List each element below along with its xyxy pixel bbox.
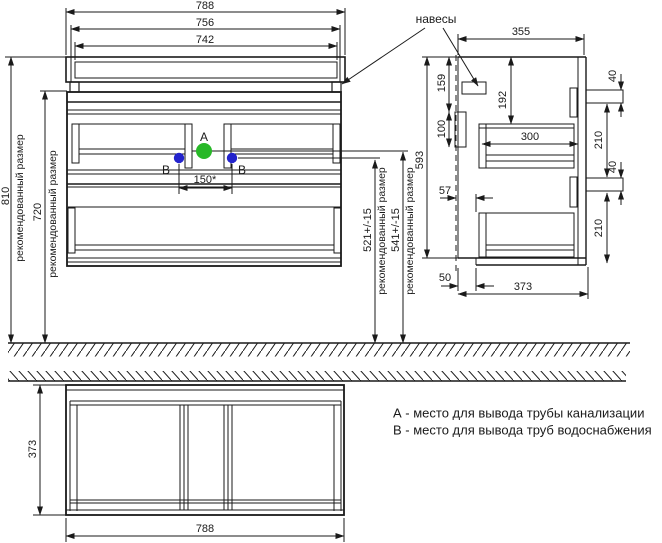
dim-355: 355: [511, 25, 531, 38]
dim-593: 593: [413, 150, 426, 170]
lower-drawer-frame: [67, 207, 341, 262]
dim-756: 756: [195, 16, 215, 29]
dim-720: 720: [31, 202, 44, 222]
wall-hatch: [8, 371, 626, 381]
dim-373-top: 373: [26, 439, 39, 459]
mounting-rail: [455, 112, 466, 147]
front-view: [66, 57, 345, 266]
side-view-dimension-texts: [414, 26, 619, 293]
handle-upper: [586, 90, 623, 103]
legend-line-a: А - место для вывода трубы канализации: [393, 405, 645, 421]
dim-810-note: рекомендованный размер: [13, 134, 26, 262]
dim-788-bottom: 788: [195, 522, 215, 535]
drain-point-a: [196, 143, 212, 159]
dim-788-top: 788: [195, 0, 215, 12]
dim-742: 742: [195, 33, 215, 46]
handle-lower: [586, 178, 623, 191]
dim-300: 300: [520, 130, 540, 143]
dim-541: 541+/-15: [389, 208, 402, 252]
dim-40-lower: 40: [606, 160, 619, 174]
handle-slot-upper: [570, 88, 577, 117]
dim-521: 521+/-15: [361, 208, 374, 252]
dim-150: 150*: [193, 173, 217, 186]
floor-hatch: [8, 343, 630, 357]
dim-521-note: рекомендованный размер: [375, 167, 388, 295]
hinge-block: [462, 82, 486, 94]
dim-57: 57: [438, 184, 452, 197]
top-view-dividers: [180, 405, 232, 510]
dim-100: 100: [435, 119, 448, 139]
water-point-b-left: [174, 153, 184, 163]
dim-192: 192: [496, 90, 509, 110]
legend-line-b: В - место для вывода труб водоснабжения: [393, 422, 652, 438]
handle-slot-lower: [570, 177, 577, 207]
dim-541-note: рекомендованный размер: [403, 167, 416, 295]
side-view: [455, 55, 623, 272]
water-point-b-right: [227, 153, 237, 163]
hinges-label: навесы: [415, 12, 457, 27]
dim-159: 159: [435, 73, 448, 93]
dim-720-note: рекомендованный размер: [46, 150, 59, 278]
dim-40-upper: 40: [606, 69, 619, 83]
point-a-label: A: [199, 130, 209, 145]
hinge-right: [332, 82, 341, 92]
legend: [393, 405, 652, 437]
top-view: [66, 385, 344, 515]
dim-50: 50: [438, 271, 452, 284]
side-view-dimensions: [422, 34, 621, 299]
dim-373-side: 373: [513, 280, 533, 293]
dim-810: 810: [0, 186, 12, 206]
hinge-left: [70, 82, 79, 92]
dim-210-upper: 210: [592, 130, 605, 150]
dim-210-lower: 210: [592, 218, 605, 238]
point-b-right-label: B: [237, 163, 247, 178]
point-b-left-label: B: [161, 163, 171, 178]
